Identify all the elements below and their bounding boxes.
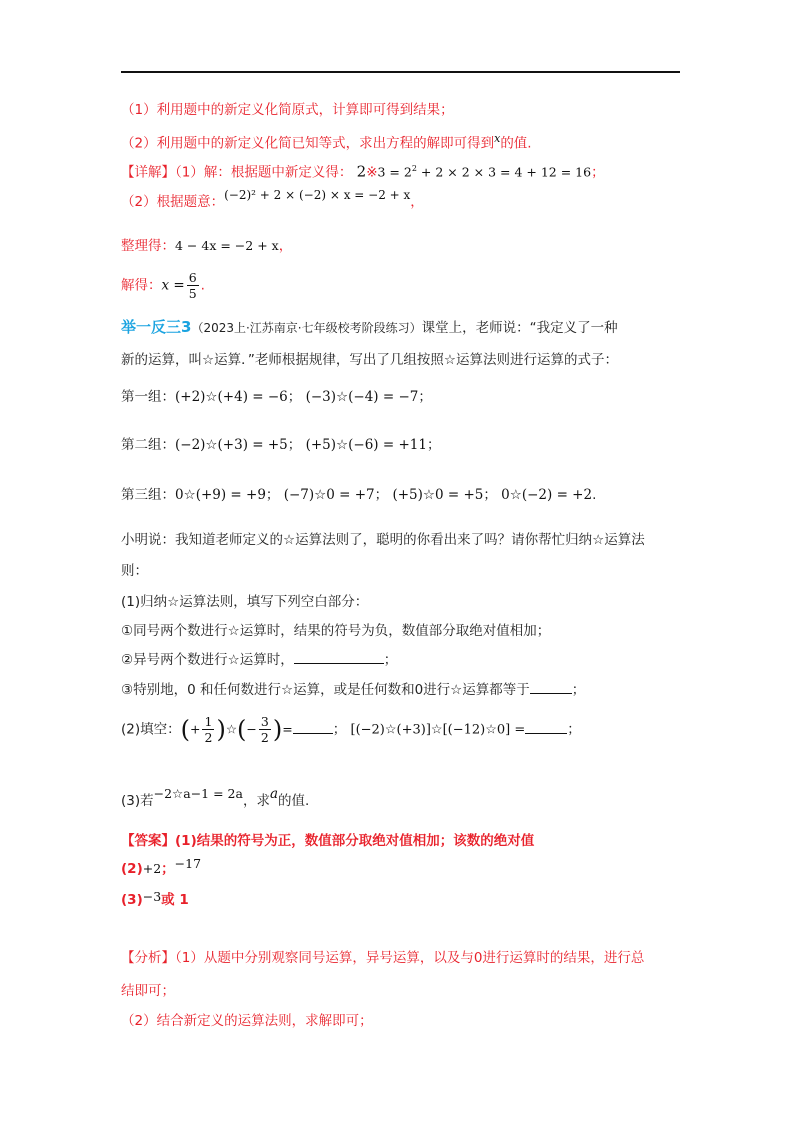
analysis-line-3: （2）结合新定义的运算法则，求解即可；: [121, 1013, 373, 1029]
answer-blank[interactable]: [525, 733, 567, 734]
answer-1: 【答案】(1)结果的符号为正，数值部分取绝对值相加；该数的绝对值: [121, 833, 535, 849]
problem-intro-line-1: 举一反三3（2023上·江苏南京·七年级校考阶段练习）课堂上，老师说：“我定义了一种: [121, 318, 618, 336]
answer-blank[interactable]: [293, 733, 333, 734]
xiaoming-line-2: 则：: [121, 563, 148, 579]
group-3: 第三组：0☆(+9) = +9； (−7)☆0 = +7； (+5)☆0 = +5； 0☆(−2) = +2.: [121, 487, 597, 503]
rule-3: ③特别地，0 和任何数进行☆运算，或是任何数和0进行☆运算都等于 ；: [121, 682, 586, 698]
detail-step-2: （2）根据题意：(−2)² + 2 × (−2) × x = −2 + x，: [121, 188, 424, 210]
detail-step-1: 【详解】（1）解：根据题中新定义得： 2※3 = $2^2 + 2 \times 2 \times 3 = 4 + 12 = 16$；: [121, 162, 605, 181]
answer-3: (3)−3或 1: [121, 889, 189, 908]
analysis-line-1: 【分析】（1）从题中分别观察同号运算，异号运算，以及与0进行运算时的结果，进行总: [121, 950, 645, 966]
answer-2: (2)+2；−17: [121, 856, 202, 877]
rule-1: ①同号两个数进行☆运算时，结果的符号为负，数值部分取绝对值相加；: [121, 623, 551, 639]
question-1: (1)归纳☆运算法则，填写下列空白部分：: [121, 594, 369, 610]
question-2: (2)填空：(+ $\frac{1}{2}$ )☆(− $\frac{3}{2}$ )= ； [(−2)☆(+3)]☆[(−12)☆0] = ；: [121, 714, 581, 745]
analysis-prev-step-2: （2）利用题中的新定义化简已知等式，求出方程的解即可得到$^x$的值.: [121, 132, 532, 152]
answer-blank[interactable]: [294, 663, 384, 664]
question-3: (3)若−2☆a−1 = 2a，求a的值.: [121, 786, 310, 809]
detail-step-4: 解得：x = $\frac{6}{5}$ .: [121, 270, 205, 301]
detail-step-3: 整理得：4 − 4x = −2 + x，: [121, 238, 293, 254]
top-rule: [121, 71, 680, 73]
problem-intro-line-2: 新的运算，叫☆运算．”老师根据规律，写出了几组按照☆运算法则进行运算的式子：: [121, 352, 618, 368]
answer-blank[interactable]: [530, 693, 572, 694]
rule-2: ②异号两个数进行☆运算时， ；: [121, 652, 398, 668]
group-1: 第一组：(+2)☆(+4) = −6； (−3)☆(−4) = −7；: [121, 389, 432, 405]
group-2: 第二组：(−2)☆(+3) = +5； (+5)☆(−6) = +11；: [121, 437, 441, 453]
xiaoming-line-1: 小明说：我知道老师定义的☆运算法则了，聪明的你看出来了吗？请你帮忙归纳☆运算法: [121, 532, 645, 548]
analysis-line-2: 结即可；: [121, 983, 175, 999]
analysis-prev-step-1: （1）利用题中的新定义化简原式，计算即可得到结果；: [121, 102, 454, 118]
